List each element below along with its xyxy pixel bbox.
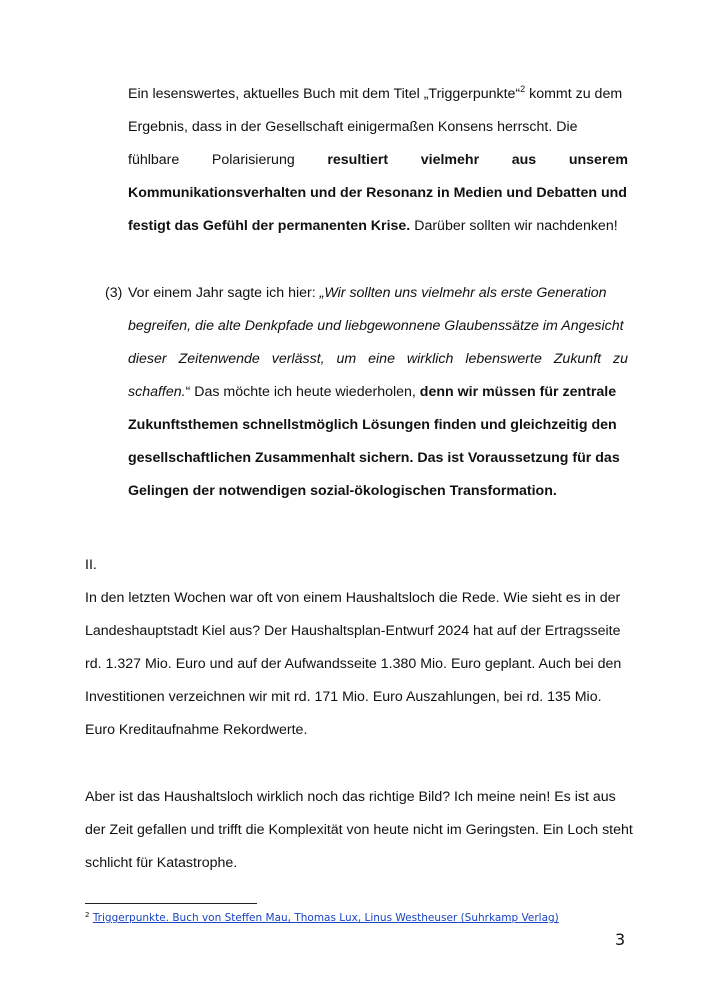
para1-line-3 [128,151,628,169]
section-line-4: Investitionen verzeichnen wir mit rd. 171 Mio. Euro Auszahlungen, bei rd. 135 Mio. [85,689,602,705]
para1-text: Ergebnis, dass in der Gesellschaft einigermaßen Konsens herrscht. Die [128,119,578,135]
bold-text: denn wir müssen für zentrale [419,384,617,400]
word: verlässt, [271,351,325,367]
word: Zukunft [553,351,602,367]
word: eine [368,351,395,367]
word: resultiert [327,152,389,168]
word: zu [613,351,628,367]
para3-line-1 [128,284,628,302]
word: Zeitenwende [178,351,260,367]
para3-text: “ Das möchte ich heute wiederholen, [185,384,420,400]
section-line-5: Euro Kreditaufnahme Rekordwerte. [85,722,308,738]
section-line-3: rd. 1.327 Mio. Euro und auf der Aufwandsseite 1.380 Mio. Euro geplant. Auch bei den [85,656,622,672]
para3-line-7: Gelingen der notwendigen sozial-ökologischen Transformation. [128,483,557,499]
page-number: 3 [615,930,626,949]
para1-text: kommt zu dem [525,86,623,102]
footnote [85,912,559,925]
para3-text: Vor einem Jahr sagte ich hier: [128,285,320,301]
para3-line-5: Zukunftsthemen schnellstmöglich Lösungen finden und gleichzeitig den [128,417,617,433]
word: aus [511,152,537,168]
quote-text: „Wir sollten uns vielmehr als erste Generation [319,285,607,301]
para1-text: Ein lesenswertes, aktuelles Buch mit dem Titel „Triggerpunkte“ [128,86,521,102]
word: um [336,351,357,367]
footnote-link[interactable]: Triggerpunkte. Buch von Steffen Mau, Thomas Lux, Linus Westheuser (Suhrkamp Verlag) [92,912,559,924]
para4-line-2: der Zeit gefallen und trifft die Komplexität von heute nicht im Geringsten. Ein Loch steht [85,822,633,838]
footnote-ref[interactable]: 2 [520,84,526,94]
section-line-1: In den letzten Wochen war oft von einem Haushaltsloch die Rede. Wie sieht es in der [85,590,621,606]
footnote-number: 2 [85,911,90,919]
para1-line-4: Kommunikationsverhalten und der Resonanz in Medien und Debatten und [128,185,627,201]
word: Polarisierung [211,152,295,168]
para4-line-3: schlicht für Katastrophe. [85,855,238,871]
para3-line-3 [128,350,628,368]
para3-line-4 [128,383,628,401]
para3-line-6: gesellschaftlichen Zusammenhalt sichern. Das ist Voraussetzung für das [128,450,620,466]
bold-text: festigt das Gefühl der permanenten Krise. [128,218,411,234]
para3-line-2: begreifen, die alte Denkpfade und liebgewonnene Glaubenssätze im Angesicht [128,318,624,334]
section-line-2: Landeshauptstadt Kiel aus? Der Haushaltsplan-Entwurf 2024 hat auf der Ertragsseite [85,623,621,639]
footnote-separator [85,903,257,904]
para4-line-1: Aber ist das Haushaltsloch wirklich noch das richtige Bild? Ich meine nein! Es ist aus [85,789,616,805]
para1-line-5 [128,217,628,235]
section-heading: II. [85,557,97,573]
word: unserem [568,152,628,168]
para1-text: Darüber sollten wir nachdenken! [410,218,618,234]
word: fühlbare [128,152,180,168]
para1-line-1 [128,85,628,103]
para1-line-2 [128,118,628,136]
word: vielmehr [420,152,480,168]
word: dieser [128,351,167,367]
list-number: (3) [105,285,123,301]
quote-text: schaffen. [128,384,186,400]
word: wirklich [406,351,454,367]
word: lebenswerte [465,351,542,367]
